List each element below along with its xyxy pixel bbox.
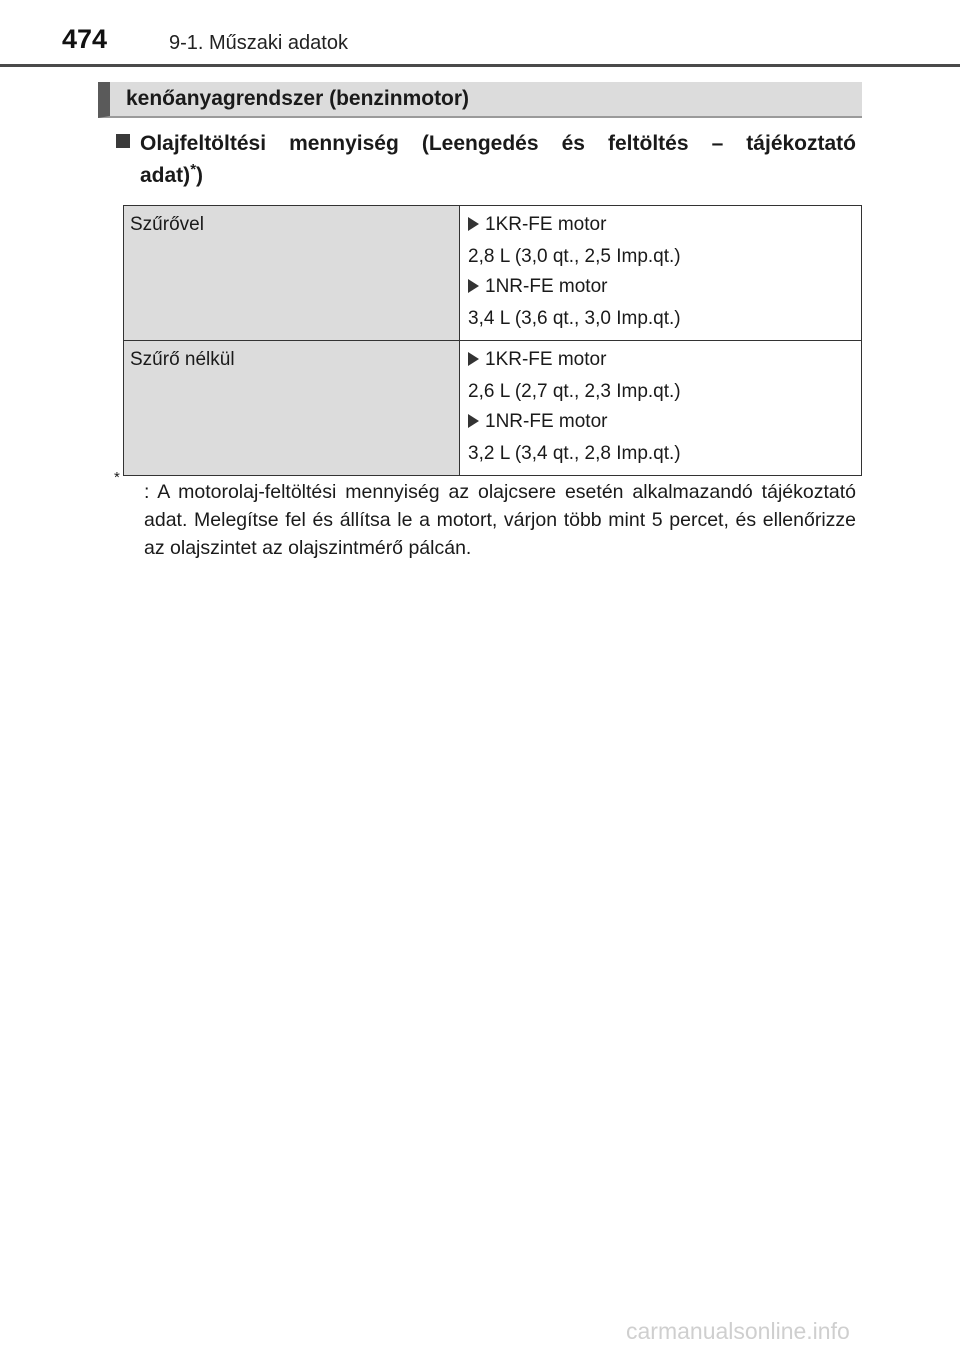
page-number: 474 <box>62 24 108 54</box>
sub-heading-text-2: adat) <box>140 164 191 187</box>
capacity-value: 3,2 L (3,4 qt., 2,8 Imp.qt.) <box>468 443 681 464</box>
row-label: Szűrővel <box>124 206 460 341</box>
engine-line <box>468 407 853 437</box>
footnote-text: : A motorolaj-feltöltési mennyiség az olajcsere esetén alkalmazandó tájékoztató adat. Melegítse fel és állítsa le a motort, várjon több mint 5 percet, és ellenőrizze az olajszintet az olajszintmérő pálcán. <box>144 481 856 559</box>
sub-heading-close: ) <box>196 164 204 187</box>
arrow-right-icon <box>468 414 479 428</box>
row-label: Szűrő nélkül <box>124 341 460 476</box>
sub-heading <box>116 128 856 192</box>
oil-capacity-table <box>123 205 862 476</box>
sub-heading-line2 <box>116 160 856 192</box>
arrow-right-icon <box>468 217 479 231</box>
watermark: carmanualsonline.info <box>626 1318 850 1344</box>
engine-line <box>468 345 853 375</box>
row-values <box>460 341 862 476</box>
arrow-right-icon <box>468 279 479 293</box>
section-heading-bar <box>98 82 862 118</box>
engine-name: 1KR-FE motor <box>485 214 607 235</box>
table-row <box>124 206 862 341</box>
arrow-right-icon <box>468 352 479 366</box>
engine-line <box>468 272 853 302</box>
running-head: 9-1. Műszaki adatok <box>169 32 348 54</box>
asterisk-marker: * <box>190 161 197 178</box>
section-title: kenőanyagrendszer (benzinmotor) <box>126 87 470 110</box>
engine-line <box>468 210 853 240</box>
square-bullet-icon <box>116 134 130 148</box>
row-values <box>460 206 862 341</box>
engine-name: 1KR-FE motor <box>485 349 607 370</box>
capacity-value: 3,4 L (3,6 qt., 3,0 Imp.qt.) <box>468 308 681 329</box>
header-rule <box>0 64 960 67</box>
sub-heading-text: Olajfeltöltési mennyiség (Leengedés és feltöltés – tájékoztató <box>140 132 856 155</box>
capacity-value: 2,8 L (3,0 qt., 2,5 Imp.qt.) <box>468 246 681 267</box>
table-row <box>124 341 862 476</box>
engine-name: 1NR-FE motor <box>485 411 608 432</box>
engine-name: 1NR-FE motor <box>485 276 608 297</box>
sub-heading-line1 <box>116 128 856 160</box>
capacity-value: 2,6 L (2,7 qt., 2,3 Imp.qt.) <box>468 381 681 402</box>
footnote: * : A motorolaj-feltöltési mennyiség az olajcsere esetén alkalmazandó tájékoztató adat. Melegítse fel és állítsa le a motort, várjon több mint 5 percet, és ellenőrizze az olajszintet az olajszintmérő pálcán. <box>114 478 856 562</box>
